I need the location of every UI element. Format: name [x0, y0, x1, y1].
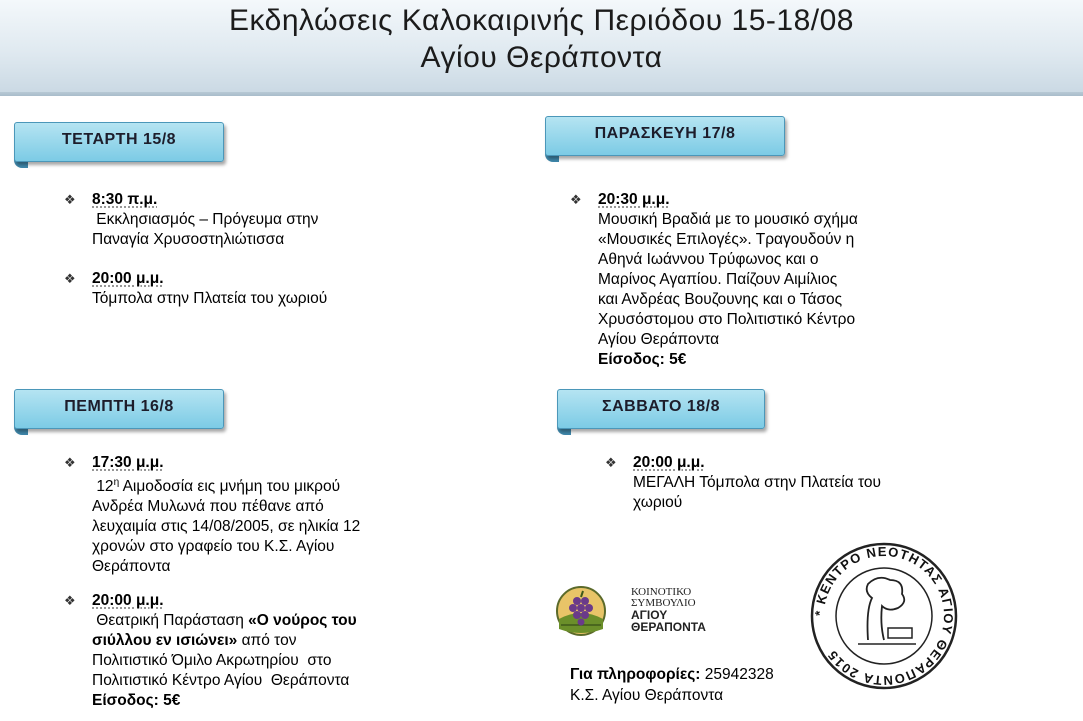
- event-text: Εκκλησιασμός – Πρόγευμα στην: [92, 211, 319, 228]
- ordinal-number: 12: [96, 478, 114, 496]
- event-text-pre: Θεατρική Παράσταση: [92, 612, 249, 629]
- event-time: 17:30 μ.μ.: [92, 454, 164, 471]
- event-text: Χρυσόστομου στο Πολιτιστικό Κέντρο: [598, 311, 856, 328]
- play-title: «Ο νούρος του: [248, 612, 357, 629]
- contact-info: [570, 664, 774, 706]
- ordinal-suffix: η: [113, 477, 120, 488]
- event-text: και Ανδρέας Βουζουνης και ο Τάσος: [598, 291, 843, 308]
- header-banner: [0, 0, 1083, 96]
- event-text: Θεράποντα: [92, 558, 171, 576]
- info-org: Κ.Σ. Αγίου Θεράποντα: [570, 687, 724, 704]
- event-text: [92, 611, 357, 631]
- page-subtitle: Αγίου Θεράποντα: [420, 41, 663, 74]
- day-ribbon-friday: [545, 116, 785, 154]
- info-phone: 25942328: [700, 666, 774, 683]
- council-name-line: ΚΟΙΝΟΤΙΚΟ: [631, 586, 692, 598]
- event-text: χωριού: [633, 494, 683, 511]
- day-label: ΠΕΜΠΤΗ 16/8: [64, 398, 174, 415]
- event-item: [64, 269, 328, 309]
- event-time: 20:00 μ.μ.: [633, 454, 705, 471]
- event-text: λευχαιμία στις 14/08/2005, σε ηλικία 12: [92, 518, 361, 536]
- event-text: Πολιτιστικό Κέντρο Αγίου Θεράποντα: [92, 672, 350, 689]
- entry-fee: Είσοδος: 5€: [92, 692, 181, 709]
- event-text: Τόμπολα στην Πλατεία του χωριού: [92, 290, 328, 307]
- day-ribbon-wednesday: [14, 122, 224, 160]
- event-item: [570, 190, 858, 370]
- info-label: Για πληροφορίες:: [570, 666, 701, 683]
- day-label: ΣΑΒΒΑΤΟ 18/8: [601, 398, 720, 415]
- event-text-post: από τον: [237, 632, 297, 649]
- event-text: Μαρίνος Αγαπίου. Παίζουν Αιμίλιος: [598, 271, 838, 288]
- event-item: [64, 453, 361, 577]
- play-title-cont: σιύλλου εν ισιώνει»: [92, 632, 238, 649]
- day-label: ΤΕΤΑΡΤΗ 15/8: [61, 131, 177, 148]
- council-name-line: ΘΕΡΑΠΟΝΤΑ: [631, 620, 706, 634]
- diamond-bullet-icon: ❖: [64, 593, 76, 608]
- event-time: 20:30 μ.μ.: [598, 191, 670, 208]
- day-label: ΠΑΡΑΣΚΕΥΗ 17/8: [594, 125, 736, 142]
- council-name-line: ΑΓΙΟΥ: [631, 608, 668, 622]
- grape-emblem-icon: [555, 585, 625, 637]
- event-text: Αγίου Θεράποντα: [598, 331, 720, 348]
- event-text: Πολιτιστικό Όμιλο Ακρωτηρίου στο: [92, 652, 332, 669]
- event-text: χρονών στο γραφείο του Κ.Σ. Αγίου: [92, 538, 335, 556]
- diamond-bullet-icon: ❖: [605, 455, 617, 470]
- council-name-line: ΣΥΜΒΟΥΛΙΟ: [631, 597, 696, 609]
- event-text: Μουσική Βραδιά με το μουσικό σχήμα: [598, 211, 858, 228]
- diamond-bullet-icon: ❖: [64, 455, 76, 470]
- diamond-bullet-icon: ❖: [570, 192, 582, 207]
- event-text-rest: Αιμοδοσία εις μνήμη του μικρού: [119, 478, 341, 496]
- event-text: Ανδρέα Μυλωνά που πέθανε από: [92, 498, 324, 516]
- event-time: 20:00 μ.μ.: [92, 270, 164, 287]
- youth-center-seal-icon: [808, 540, 960, 692]
- event-time: 20:00 μ.μ.: [92, 592, 164, 609]
- event-text: [92, 473, 360, 497]
- event-text: Παναγία Χρυσοστηλιώτισσα: [92, 231, 285, 248]
- community-council-logo: [555, 585, 765, 635]
- page-title: Εκδηλώσεις Καλοκαιρινής Περιόδου 15-18/08: [229, 4, 854, 37]
- event-text: ΜΕΓΑΛΗ Τόμπολα στην Πλατεία του: [633, 474, 881, 491]
- diamond-bullet-icon: ❖: [64, 192, 76, 207]
- entry-fee: Είσοδος: 5€: [598, 351, 687, 368]
- day-ribbon-thursday: [14, 389, 224, 427]
- day-ribbon-saturday: [557, 389, 765, 427]
- event-item: [605, 453, 881, 513]
- event-item: [64, 591, 357, 711]
- event-text: Αθηνά Ιωάννου Τρύφωνος και ο: [598, 251, 819, 268]
- event-text: «Μουσικές Επιλογές». Τραγουδούν η: [598, 231, 855, 248]
- event-text: [92, 631, 357, 651]
- diamond-bullet-icon: ❖: [64, 271, 76, 286]
- event-time: 8:30 π.μ.: [92, 191, 158, 208]
- seal-ring-text: * ΚΕΝΤΡΟ ΝΕΟΤΗΤΑΣ ΑΓΙΟΥ ΘΕΡΑΠΟΝΤΑ 2015: [811, 543, 957, 689]
- event-item: [64, 190, 319, 250]
